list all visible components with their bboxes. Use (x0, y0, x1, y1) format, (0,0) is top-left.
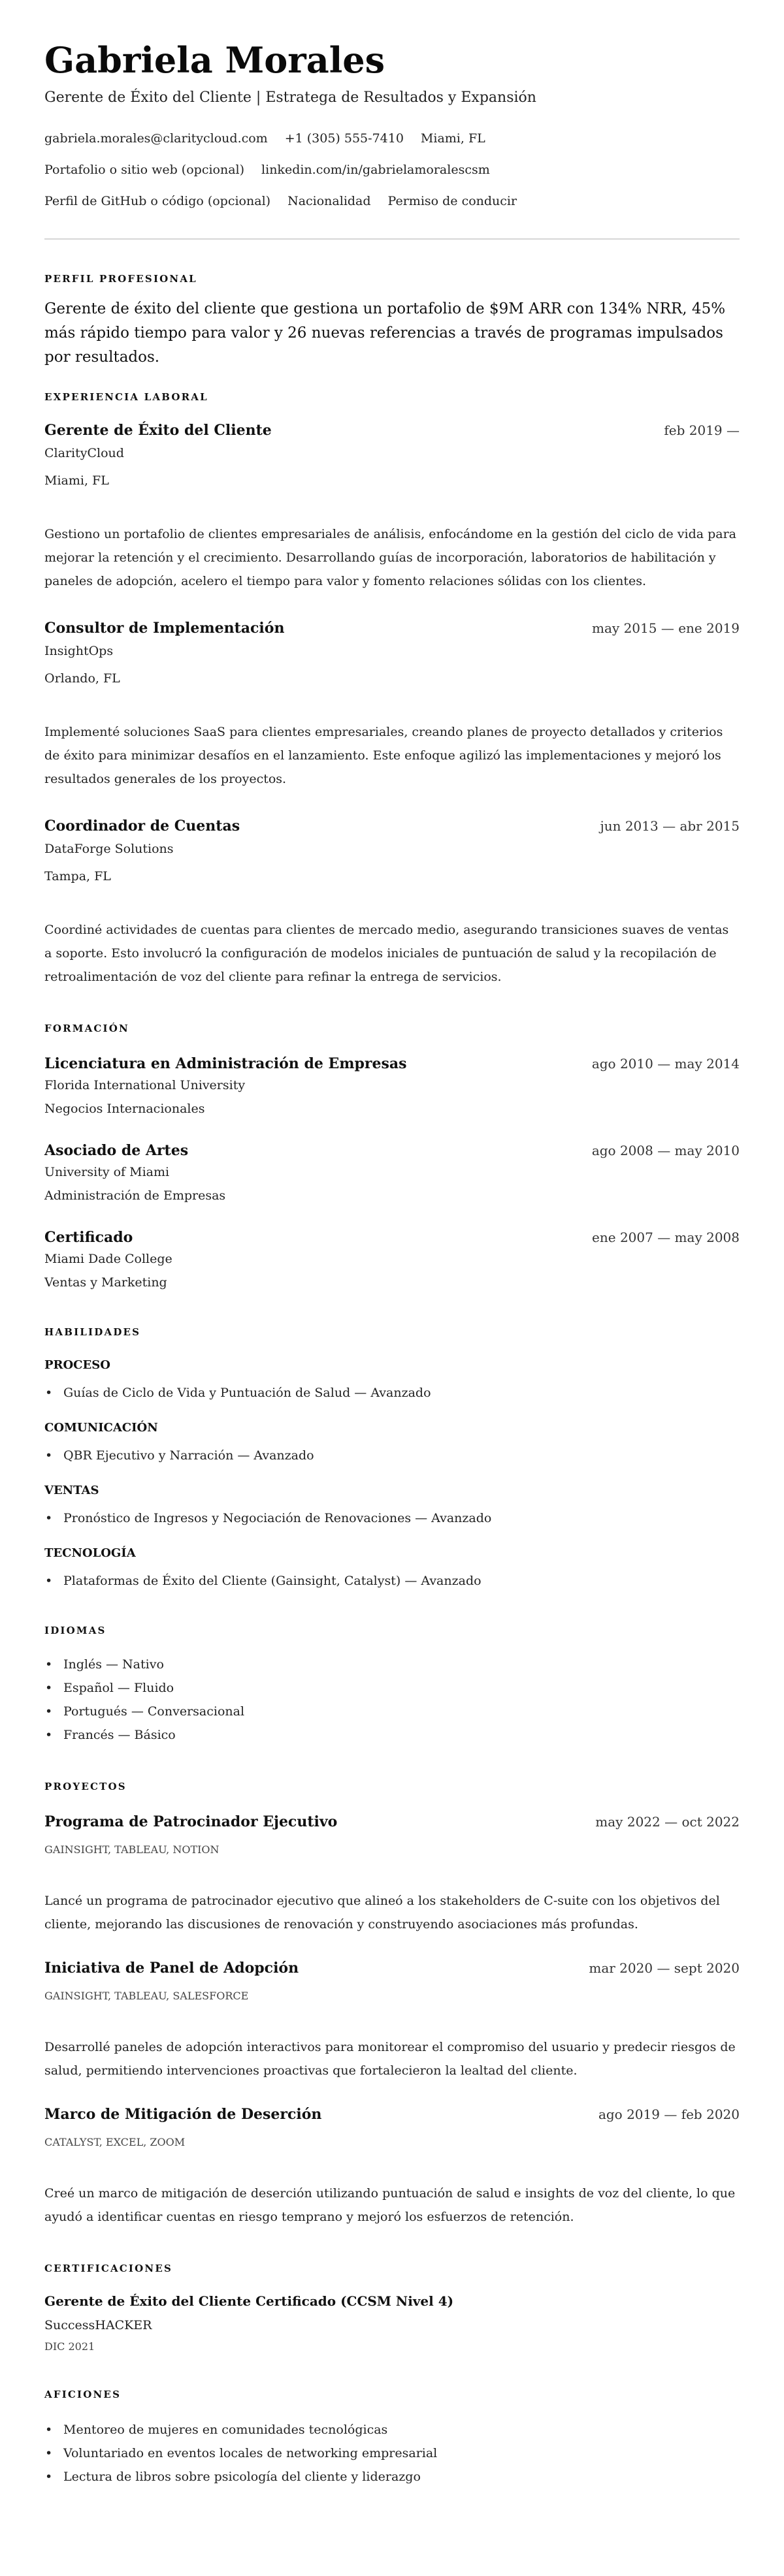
school-name: University of Miami (44, 1165, 170, 1179)
project-entry (44, 2105, 740, 2229)
school-name: Florida International University (44, 1078, 246, 1092)
project-title: Marco de Mitigación de Deserción (44, 2106, 322, 2123)
field-of-study: Negocios Internacionales (44, 1102, 205, 1116)
education-entry (44, 1054, 740, 1118)
project-entry (44, 1958, 740, 2082)
entry-header (44, 816, 740, 836)
entry-header (44, 1228, 740, 1247)
section-heading-languages: IDIOMAS (44, 1625, 106, 1636)
school-name: Miami Dade College (44, 1252, 172, 1266)
project-description: Desarrollé paneles de adopción interactivos para monitorear el compromiso del usuario y predecir riesgos de salud, permitiendo intervenciones proactivas que fortalecieron la lealtad del cliente. (44, 2040, 736, 2078)
skill-items (44, 1384, 740, 1402)
language-item: • Portugués — Conversacional (44, 1700, 740, 1723)
experience-list (44, 421, 740, 989)
candidate-title: Gerente de Éxito del Cliente | Estratega de Resultados y Expansión (44, 89, 536, 106)
location-text: Miami, FL (420, 131, 485, 146)
entry-header (44, 2105, 740, 2124)
job-location: Tampa, FL (44, 869, 111, 883)
certification-entry (44, 2292, 740, 2354)
certification-name: Gerente de Éxito del Cliente Certificado (CCSM Nivel 4) (44, 2293, 454, 2309)
education-dates: ago 2010 — may 2014 (591, 1056, 740, 1072)
hobby-item: • Mentoreo de mujeres en comunidades tecnológicas (44, 2418, 740, 2441)
entry-header (44, 421, 740, 440)
section-heading-hobbies: AFICIONES (44, 2389, 122, 2400)
entry-header (44, 1812, 740, 1832)
github-link[interactable]: Perfil de GitHub o código (opcional) (44, 194, 271, 208)
skill-items (44, 1446, 740, 1465)
email-link[interactable]: gabriela.morales@claritycloud.com (44, 131, 268, 146)
section-heading-summary: PERFIL PROFESIONAL (44, 273, 197, 285)
job-title: Coordinador de Cuentas (44, 818, 240, 835)
job-dates: may 2015 — ene 2019 (592, 620, 740, 636)
project-title: Iniciativa de Panel de Adopción (44, 1960, 299, 1977)
section-heading-education: FORMACIÓN (44, 1023, 129, 1034)
experience-entry (44, 816, 740, 989)
project-dates: ago 2019 — feb 2020 (598, 2107, 740, 2122)
summary-text: Gerente de éxito del cliente que gestiona un portafolio de $9M ARR con 134% NRR, 45% más rápido tiempo para valor y 26 nuevas referencias a través de programas impulsados por resultados. (44, 300, 726, 366)
project-dates: mar 2020 — sept 2020 (589, 1960, 740, 1976)
section-heading-skills: HABILIDADES (44, 1326, 141, 1338)
linkedin-link[interactable]: linkedin.com/in/gabrielamoralescsm (261, 163, 490, 177)
certification-date: DIC 2021 (44, 2340, 95, 2353)
project-description: Creé un marco de mitigación de deserción utilizando puntuación de salud e insights de voz del cliente, lo que ayudó a identificar cuentas en riesgo temprano y mejoró los esfuerzos de retención. (44, 2186, 736, 2224)
skill-category: COMUNICACIÓN (44, 1421, 158, 1435)
skill-category: VENTAS (44, 1484, 99, 1497)
company-name: ClarityCloud (44, 446, 124, 460)
degree-title: Asociado de Artes (44, 1142, 189, 1159)
section-heading-certifications: CERTIFICACIONES (44, 2263, 172, 2274)
education-dates: ene 2007 — may 2008 (592, 1230, 740, 1245)
skill-item: • Guías de Ciclo de Vida y Puntuación de Salud — Avanzado (44, 1384, 740, 1402)
skill-category: TECNOLOGÍA (44, 1546, 136, 1560)
contact-row (44, 154, 740, 185)
entry-header (44, 1054, 740, 1073)
job-title: Consultor de Implementación (44, 620, 285, 637)
entry-header (44, 618, 740, 638)
portfolio-link[interactable]: Portafolio o sitio web (opcional) (44, 163, 245, 177)
language-item: • Español — Fluido (44, 1676, 740, 1700)
project-entry (44, 1812, 740, 1936)
job-location: Miami, FL (44, 473, 109, 488)
education-entry (44, 1141, 740, 1205)
hobbies-list (44, 2418, 740, 2489)
project-title: Programa de Patrocinador Ejecutivo (44, 1813, 338, 1830)
contact-row (44, 185, 740, 217)
job-title: Gerente de Éxito del Cliente (44, 422, 272, 439)
education-entry (44, 1228, 740, 1292)
skill-items (44, 1572, 740, 1590)
certification-issuer: SuccessHACKER (44, 2318, 152, 2332)
certifications-list (44, 2292, 740, 2354)
languages-list (44, 1653, 740, 1747)
job-description: Gestiono un portafolio de clientes empresariales de análisis, enfocándome en la gestión del ciclo de vida para mejorar la retención y el crecimiento. Desarrollando guías de incorporación, laboratorios de habilitación y paneles de adopción, acelero el tiempo para valor y fomento relaciones sólidas con los clientes. (44, 527, 736, 588)
education-list (44, 1054, 740, 1292)
skill-item: • Pronóstico de Ingresos y Negociación de Renovaciones — Avanzado (44, 1509, 740, 1527)
contact-info (44, 123, 740, 217)
field-of-study: Ventas y Marketing (44, 1275, 167, 1290)
company-name: InsightOps (44, 644, 114, 658)
field-of-study: Administración de Empresas (44, 1188, 226, 1203)
contact-row (44, 123, 740, 154)
section-heading-projects: PROYECTOS (44, 1781, 127, 1792)
project-tech: CATALYST, EXCEL, ZOOM (44, 2136, 186, 2148)
skill-items (44, 1509, 740, 1527)
hobby-item: • Lectura de libros sobre psicología del cliente y liderazgo (44, 2465, 740, 2489)
company-name: DataForge Solutions (44, 842, 174, 856)
skill-category: PROCESO (44, 1358, 110, 1372)
degree-title: Licenciatura en Administración de Empresas (44, 1055, 407, 1072)
degree-title: Certificado (44, 1229, 133, 1246)
job-description: Coordiné actividades de cuentas para clientes de mercado medio, asegurando transiciones suaves de ventas a soporte. Esto involucró la configuración de modelos iniciales de puntuación de salud y la recopilación de retroalimentación de voz del cliente para refinar la entrega de servicios. (44, 923, 729, 984)
project-description: Lancé un programa de patrocinador ejecutivo que alineó a los stakeholders de C-suite con los objetivos del cliente, mejorando las discusiones de renovación y construyendo asociaciones más profundas. (44, 1894, 720, 1932)
project-dates: may 2022 — oct 2022 (595, 1814, 740, 1830)
entry-header (44, 1958, 740, 1978)
header-divider (44, 238, 740, 240)
license-text: Permiso de conducir (387, 194, 517, 208)
language-item: • Francés — Básico (44, 1723, 740, 1747)
language-item: • Inglés — Nativo (44, 1653, 740, 1676)
entry-header (44, 1141, 740, 1160)
education-dates: ago 2008 — may 2010 (591, 1143, 740, 1158)
job-dates: jun 2013 — abr 2015 (600, 818, 740, 834)
experience-entry (44, 618, 740, 791)
job-description: Implementé soluciones SaaS para clientes empresariales, creando planes de proyecto detallados y criterios de éxito para minimizar desafíos en el lanzamiento. Este enfoque agilizó las implementaciones y mejoró los resultados generales de los proyectos. (44, 725, 723, 786)
skill-item: • QBR Ejecutivo y Narración — Avanzado (44, 1446, 740, 1465)
projects-list (44, 1812, 740, 2229)
phone-text: +1 (305) 555-7410 (284, 131, 404, 146)
hobby-item: • Voluntariado en eventos locales de networking empresarial (44, 2441, 740, 2465)
candidate-name: Gabriela Morales (44, 39, 385, 81)
project-tech: GAINSIGHT, TABLEAU, SALESFORCE (44, 1990, 249, 2002)
skill-item: • Plataformas de Éxito del Cliente (Gainsight, Catalyst) — Avanzado (44, 1572, 740, 1590)
section-heading-experience: EXPERIENCIA LABORAL (44, 391, 208, 403)
experience-entry (44, 421, 740, 593)
job-location: Orlando, FL (44, 671, 120, 686)
nationality-text: Nacionalidad (287, 194, 371, 208)
skills-list (44, 1357, 740, 1590)
job-dates: feb 2019 — (664, 422, 740, 438)
project-tech: GAINSIGHT, TABLEAU, NOTION (44, 1843, 220, 1856)
